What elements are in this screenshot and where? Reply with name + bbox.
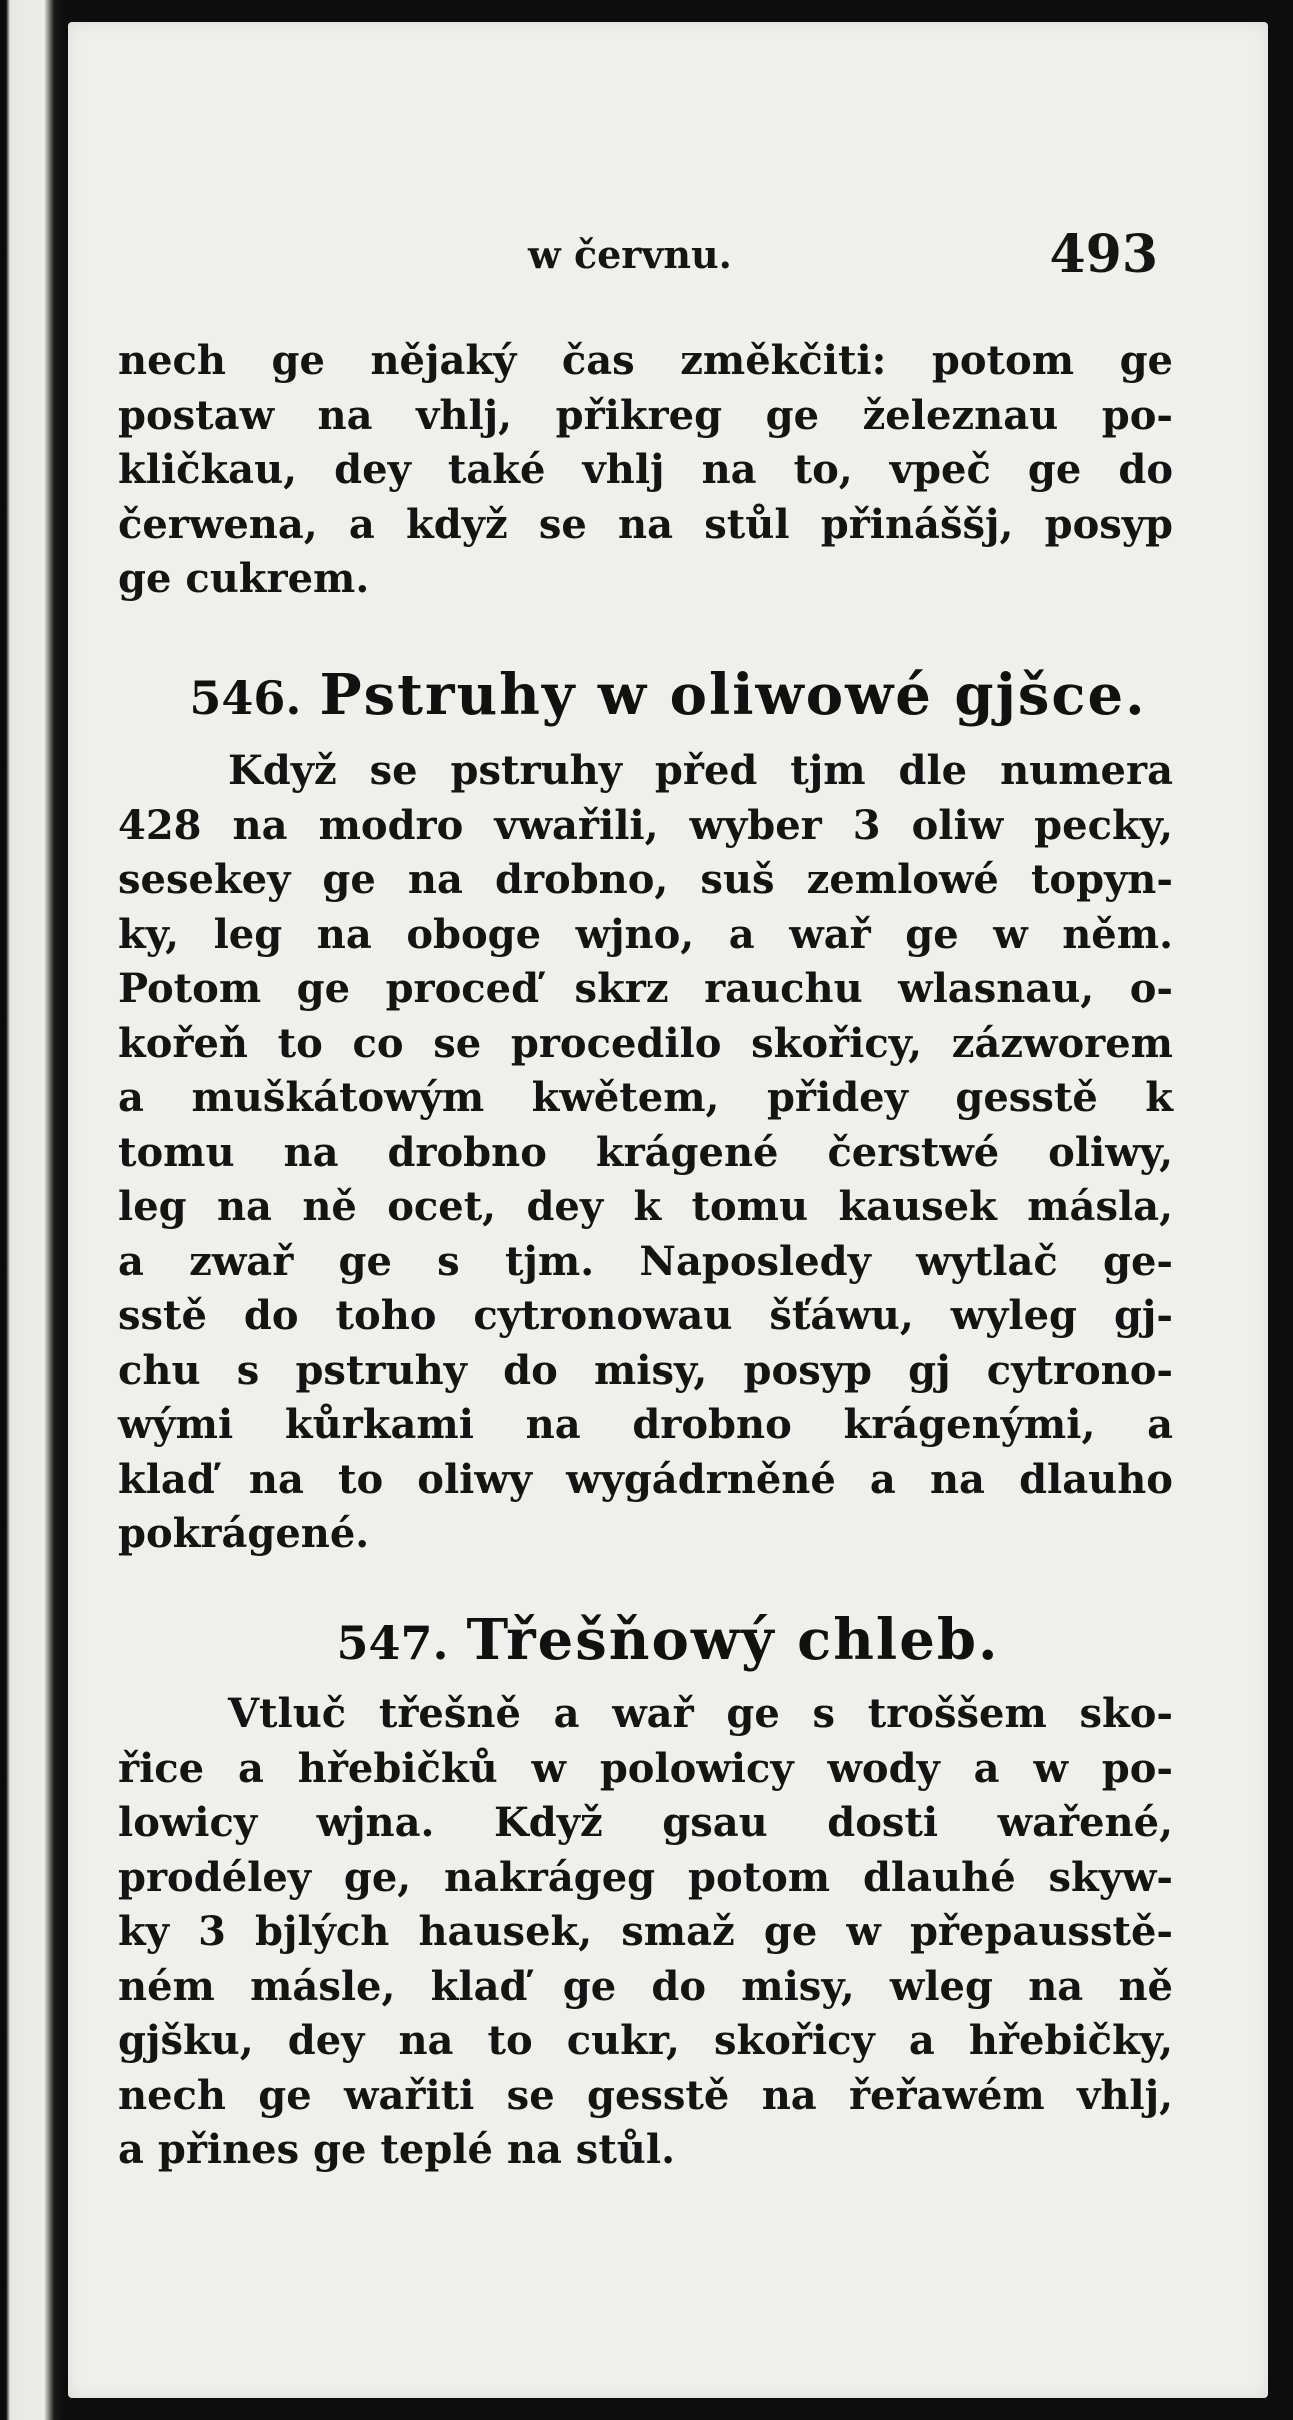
text-line: wými kůrkami na drobno krágenými, a: [118, 1401, 1173, 1448]
text-line: sesekey ge na drobno, suš zemlowé topyn-: [118, 856, 1173, 903]
text-line: 428 na modro vwařili, wyber 3 oliw pecky,: [118, 801, 1173, 849]
text-line: prodéley ge, nakrágeg potom dlauhé skyw-: [118, 1853, 1173, 1901]
text-line: ge cukrem.: [118, 555, 370, 602]
text-line: řice a hřebičků w polowicy wody a w po-: [118, 1744, 1173, 1792]
text-line: klaď na to oliwy wygádrněné a na dlauho: [118, 1455, 1173, 1503]
recipe-number: 546.: [189, 671, 302, 725]
text-line: sstě do toho cytronowau šťáwu, wyleg gj-: [118, 1292, 1173, 1339]
text-line: Vtluč třešně a wař ge s troššem sko-: [228, 1690, 1173, 1737]
text-line: ky 3 bjlých hausek, smaž ge w přepausstě-: [118, 1908, 1173, 1955]
text-line: kličkau, dey také vhlj na to, vpeč ge do: [118, 446, 1173, 493]
text-line: a muškátowým kwětem, přidey gesstě k: [118, 1074, 1173, 1121]
text-line: chu s pstruhy do misy, posyp gj cytrono-: [118, 1346, 1173, 1394]
recipe-number: 547.: [336, 1616, 449, 1670]
text-line: kořeň to co se procedilo skořicy, zázworem: [118, 1019, 1173, 1067]
text-line: pokrágené.: [118, 1510, 370, 1557]
book-page: [68, 22, 1268, 2398]
text-line: a zwař ge s tjm. Naposledy wytlač ge-: [118, 1237, 1173, 1285]
recipe-547-heading: [68, 1607, 1268, 1673]
recipe-546-body: [118, 744, 1173, 1562]
text-line: Potom ge proceď skrz rauchu wlasnau, o-: [118, 965, 1173, 1012]
text-line: lowicy wjna. Když gsau dosti wařené,: [118, 1799, 1173, 1846]
recipe-546-heading: [68, 662, 1268, 728]
text-line: gjšku, dey na to cukr, skořicy a hřebičky,: [118, 2017, 1173, 2064]
text-line: leg na ně ocet, dey k tomu kausek másla,: [118, 1183, 1173, 1230]
text-line: nech ge wařiti se gesstě na řeřawém vhlj,: [118, 2071, 1173, 2119]
text-line: ky, leg na oboge wjno, a wař ge w něm.: [118, 910, 1173, 958]
text-line: ném másle, klaď ge do misy, wleg na ně: [118, 1962, 1173, 2010]
running-head: w červnu.: [528, 232, 732, 277]
text-line: čerwena, a když se na stůl přináššj, posyp: [118, 500, 1173, 548]
recipe-547-body: [118, 1687, 1173, 2178]
text-line: a přines ge teplé na stůl.: [118, 2126, 675, 2173]
page-header: [68, 220, 1268, 290]
recipe-title: Pstruhy w oliwowé gjšce.: [319, 662, 1147, 728]
page-number: 493: [1049, 224, 1158, 285]
text-line: nech ge nějaký čas změkčiti: potom ge: [118, 337, 1173, 384]
intro-paragraph: [118, 334, 1173, 607]
text-line: Když se pstruhy před tjm dle numera: [228, 747, 1173, 794]
recipe-title: Třešňowý chleb.: [466, 1607, 1000, 1673]
text-line: postaw na vhlj, přikreg ge železnau po-: [118, 391, 1173, 439]
adjacent-page-edge: [0, 0, 64, 2420]
text-line: tomu na drobno krágené čerstwé oliwy,: [118, 1128, 1173, 1176]
